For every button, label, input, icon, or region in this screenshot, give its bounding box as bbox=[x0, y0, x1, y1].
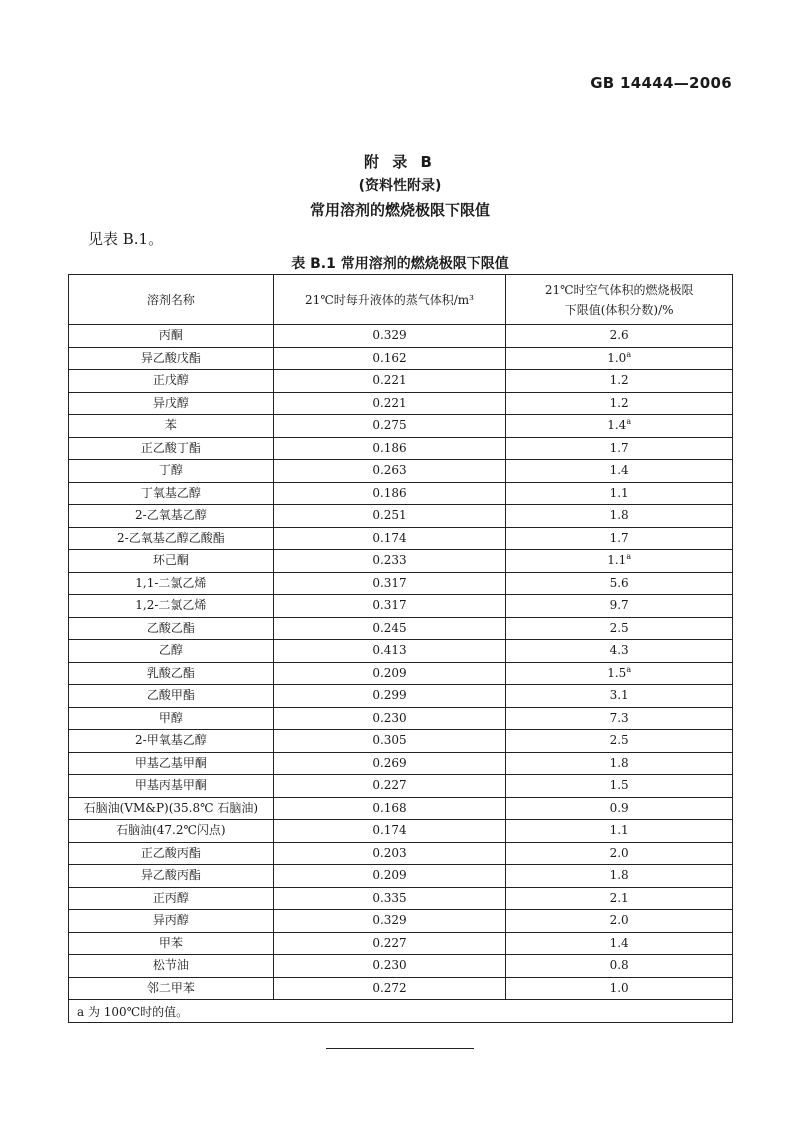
vapor-volume: 0.230 bbox=[273, 955, 506, 978]
lower-limit-value: 9.7 bbox=[609, 598, 629, 613]
table-row bbox=[69, 505, 733, 528]
table-row bbox=[69, 797, 733, 820]
vapor-volume: 0.305 bbox=[273, 730, 506, 753]
table-row bbox=[69, 842, 733, 865]
lower-limit bbox=[506, 370, 733, 393]
vapor-volume: 0.275 bbox=[273, 415, 506, 438]
lower-limit-value: 1.1 bbox=[607, 553, 627, 568]
appendix-title: 附 录 B bbox=[364, 153, 436, 171]
solvent-name: 环己酮 bbox=[69, 550, 274, 573]
table-row bbox=[69, 370, 733, 393]
lower-limit bbox=[506, 527, 733, 550]
table-row bbox=[69, 437, 733, 460]
vapor-volume: 0.329 bbox=[273, 325, 506, 348]
lower-limit-value: 1.1 bbox=[609, 485, 629, 500]
table-row bbox=[69, 640, 733, 663]
vapor-volume: 0.203 bbox=[273, 842, 506, 865]
solvent-name: 乙醇 bbox=[69, 640, 274, 663]
lower-limit-value: 1.4 bbox=[609, 935, 629, 950]
lower-limit-value: 1.4 bbox=[607, 418, 627, 433]
table-row bbox=[69, 662, 733, 685]
solvent-name: 2-甲氧基乙醇 bbox=[69, 730, 274, 753]
solvent-name: 邻二甲苯 bbox=[69, 977, 274, 1000]
vapor-volume: 0.317 bbox=[273, 572, 506, 595]
table-row bbox=[69, 685, 733, 708]
vapor-volume: 0.174 bbox=[273, 527, 506, 550]
vapor-volume: 0.263 bbox=[273, 460, 506, 483]
lower-limit bbox=[506, 910, 733, 933]
lower-limit-value: 1.5 bbox=[609, 778, 629, 793]
vapor-volume: 0.168 bbox=[273, 797, 506, 820]
lower-limit bbox=[506, 617, 733, 640]
lower-limit-value: 1.5 bbox=[607, 665, 627, 680]
lower-limit bbox=[506, 415, 733, 438]
lower-limit-value: 1.0 bbox=[609, 980, 629, 995]
solvent-name: 正乙酸丙酯 bbox=[69, 842, 274, 865]
vapor-volume: 0.413 bbox=[273, 640, 506, 663]
solvent-name: 松节油 bbox=[69, 955, 274, 978]
lower-limit-value: 1.2 bbox=[609, 373, 629, 388]
lower-limit bbox=[506, 460, 733, 483]
column-header-volume: 21℃时每升液体的蒸气体积/m³ bbox=[273, 275, 506, 325]
solvent-name: 石脑油(47.2℃闪点) bbox=[69, 820, 274, 843]
vapor-volume: 0.162 bbox=[273, 347, 506, 370]
lower-limit-value: 4.3 bbox=[609, 643, 629, 658]
lower-limit-value: 1.8 bbox=[609, 508, 629, 523]
lower-limit-value: 2.6 bbox=[609, 328, 629, 343]
footnote-mark: a bbox=[626, 417, 632, 427]
vapor-volume: 0.230 bbox=[273, 707, 506, 730]
vapor-volume: 0.251 bbox=[273, 505, 506, 528]
table-row bbox=[69, 325, 733, 348]
table-row bbox=[69, 865, 733, 888]
vapor-volume: 0.186 bbox=[273, 482, 506, 505]
solvent-name: 异乙酸丙酯 bbox=[69, 865, 274, 888]
table-row bbox=[69, 707, 733, 730]
solvent-name: 甲醇 bbox=[69, 707, 274, 730]
lower-limit bbox=[506, 505, 733, 528]
lower-limit-value: 2.0 bbox=[609, 845, 629, 860]
vapor-volume: 0.209 bbox=[273, 865, 506, 888]
table-row bbox=[69, 460, 733, 483]
column-header-limit bbox=[506, 275, 733, 325]
lower-limit-value: 1.2 bbox=[609, 395, 629, 410]
lower-limit bbox=[506, 955, 733, 978]
table-row bbox=[69, 955, 733, 978]
solvent-name: 乙酸乙酯 bbox=[69, 617, 274, 640]
lower-limit bbox=[506, 595, 733, 618]
column-header-limit-line2: 下限值(体积分数)/% bbox=[564, 302, 674, 317]
lower-limit bbox=[506, 662, 733, 685]
vapor-volume: 0.227 bbox=[273, 775, 506, 798]
solvent-name: 1,1-二氯乙烯 bbox=[69, 572, 274, 595]
solvent-name: 正乙酸丁酯 bbox=[69, 437, 274, 460]
column-header-name: 溶剂名称 bbox=[69, 275, 274, 325]
vapor-volume: 0.209 bbox=[273, 662, 506, 685]
solvent-name: 正丙醇 bbox=[69, 887, 274, 910]
table-row bbox=[69, 482, 733, 505]
lower-limit bbox=[506, 572, 733, 595]
lower-limit bbox=[506, 820, 733, 843]
table-row bbox=[69, 775, 733, 798]
vapor-volume: 0.186 bbox=[273, 437, 506, 460]
column-header-limit-line1: 21℃时空气体积的燃烧极限 bbox=[544, 282, 694, 297]
table-row bbox=[69, 617, 733, 640]
lower-limit bbox=[506, 865, 733, 888]
table-row bbox=[69, 752, 733, 775]
standard-number: GB 14444—2006 bbox=[590, 74, 732, 92]
lower-limit-value: 1.0 bbox=[607, 350, 627, 365]
lower-limit-value: 1.8 bbox=[609, 868, 629, 883]
solvent-name: 丙酮 bbox=[69, 325, 274, 348]
table-row bbox=[69, 595, 733, 618]
solvent-name: 异戊醇 bbox=[69, 392, 274, 415]
vapor-volume: 0.335 bbox=[273, 887, 506, 910]
lower-limit bbox=[506, 347, 733, 370]
solvent-name: 丁醇 bbox=[69, 460, 274, 483]
vapor-volume: 0.329 bbox=[273, 910, 506, 933]
lower-limit bbox=[506, 550, 733, 573]
lower-limit-value: 1.4 bbox=[609, 463, 629, 478]
end-rule bbox=[326, 1048, 474, 1049]
solvent-name: 苯 bbox=[69, 415, 274, 438]
table-row bbox=[69, 550, 733, 573]
lower-limit bbox=[506, 707, 733, 730]
solvent-name: 甲苯 bbox=[69, 932, 274, 955]
solvent-name: 正戊醇 bbox=[69, 370, 274, 393]
table-row bbox=[69, 527, 733, 550]
solvent-name: 甲基乙基甲酮 bbox=[69, 752, 274, 775]
lower-limit-value: 3.1 bbox=[609, 688, 629, 703]
table-row bbox=[69, 887, 733, 910]
intro-text: 见表 B.1。 bbox=[88, 230, 164, 248]
table-row bbox=[69, 977, 733, 1000]
lower-limit-value: 1.8 bbox=[609, 755, 629, 770]
footnote-mark: a bbox=[626, 349, 632, 359]
solvent-name: 2-乙氧基乙醇乙酸酯 bbox=[69, 527, 274, 550]
lower-limit bbox=[506, 797, 733, 820]
table-row bbox=[69, 910, 733, 933]
solvent-name: 2-乙氧基乙醇 bbox=[69, 505, 274, 528]
lower-limit bbox=[506, 482, 733, 505]
lower-limit bbox=[506, 775, 733, 798]
lower-limit bbox=[506, 685, 733, 708]
lower-limit bbox=[506, 640, 733, 663]
lower-limit-value: 1.7 bbox=[609, 440, 629, 455]
lower-limit bbox=[506, 437, 733, 460]
table-header-row bbox=[69, 275, 733, 325]
solvent-table bbox=[68, 274, 733, 1023]
table-row bbox=[69, 392, 733, 415]
table-caption: 表 B.1 常用溶剂的燃烧极限下限值 bbox=[291, 256, 509, 272]
lower-limit-value: 1.7 bbox=[609, 530, 629, 545]
lower-limit-value: 7.3 bbox=[609, 710, 629, 725]
vapor-volume: 0.299 bbox=[273, 685, 506, 708]
table-row bbox=[69, 730, 733, 753]
appendix-subtitle: (资料性附录) bbox=[358, 178, 442, 194]
vapor-volume: 0.245 bbox=[273, 617, 506, 640]
table-row bbox=[69, 820, 733, 843]
solvent-name: 异乙酸戊酯 bbox=[69, 347, 274, 370]
lower-limit bbox=[506, 887, 733, 910]
vapor-volume: 0.227 bbox=[273, 932, 506, 955]
solvent-name: 乙酸甲酯 bbox=[69, 685, 274, 708]
vapor-volume: 0.233 bbox=[273, 550, 506, 573]
lower-limit-value: 2.5 bbox=[609, 733, 629, 748]
appendix-titles bbox=[0, 150, 800, 222]
footnote: a 为 100℃时的值。 bbox=[69, 1000, 733, 1023]
lower-limit-value: 2.0 bbox=[609, 913, 629, 928]
lower-limit-value: 0.8 bbox=[609, 958, 629, 973]
solvent-name: 1,2-二氯乙烯 bbox=[69, 595, 274, 618]
lower-limit-value: 2.5 bbox=[609, 620, 629, 635]
lower-limit-value: 2.1 bbox=[609, 890, 629, 905]
solvent-name: 丁氧基乙醇 bbox=[69, 482, 274, 505]
table-row bbox=[69, 932, 733, 955]
vapor-volume: 0.269 bbox=[273, 752, 506, 775]
vapor-volume: 0.174 bbox=[273, 820, 506, 843]
footnote-mark: a bbox=[626, 552, 632, 562]
lower-limit bbox=[506, 730, 733, 753]
lower-limit bbox=[506, 932, 733, 955]
lower-limit-value: 5.6 bbox=[609, 575, 629, 590]
vapor-volume: 0.272 bbox=[273, 977, 506, 1000]
vapor-volume: 0.221 bbox=[273, 370, 506, 393]
table-row bbox=[69, 572, 733, 595]
table-row bbox=[69, 415, 733, 438]
lower-limit bbox=[506, 325, 733, 348]
table-row bbox=[69, 347, 733, 370]
footnote-row bbox=[69, 1000, 733, 1023]
lower-limit bbox=[506, 392, 733, 415]
footnote-mark: a bbox=[626, 664, 632, 674]
solvent-name: 乳酸乙酯 bbox=[69, 662, 274, 685]
vapor-volume: 0.221 bbox=[273, 392, 506, 415]
solvent-name: 石脑油(VM&P)(35.8℃ 石脑油) bbox=[69, 797, 274, 820]
solvent-name: 异丙醇 bbox=[69, 910, 274, 933]
lower-limit-value: 1.1 bbox=[609, 823, 629, 838]
vapor-volume: 0.317 bbox=[273, 595, 506, 618]
lower-limit bbox=[506, 752, 733, 775]
lower-limit bbox=[506, 842, 733, 865]
lower-limit bbox=[506, 977, 733, 1000]
appendix-heading: 常用溶剂的燃烧极限下限值 bbox=[309, 201, 490, 219]
lower-limit-value: 0.9 bbox=[609, 800, 629, 815]
solvent-name: 甲基丙基甲酮 bbox=[69, 775, 274, 798]
